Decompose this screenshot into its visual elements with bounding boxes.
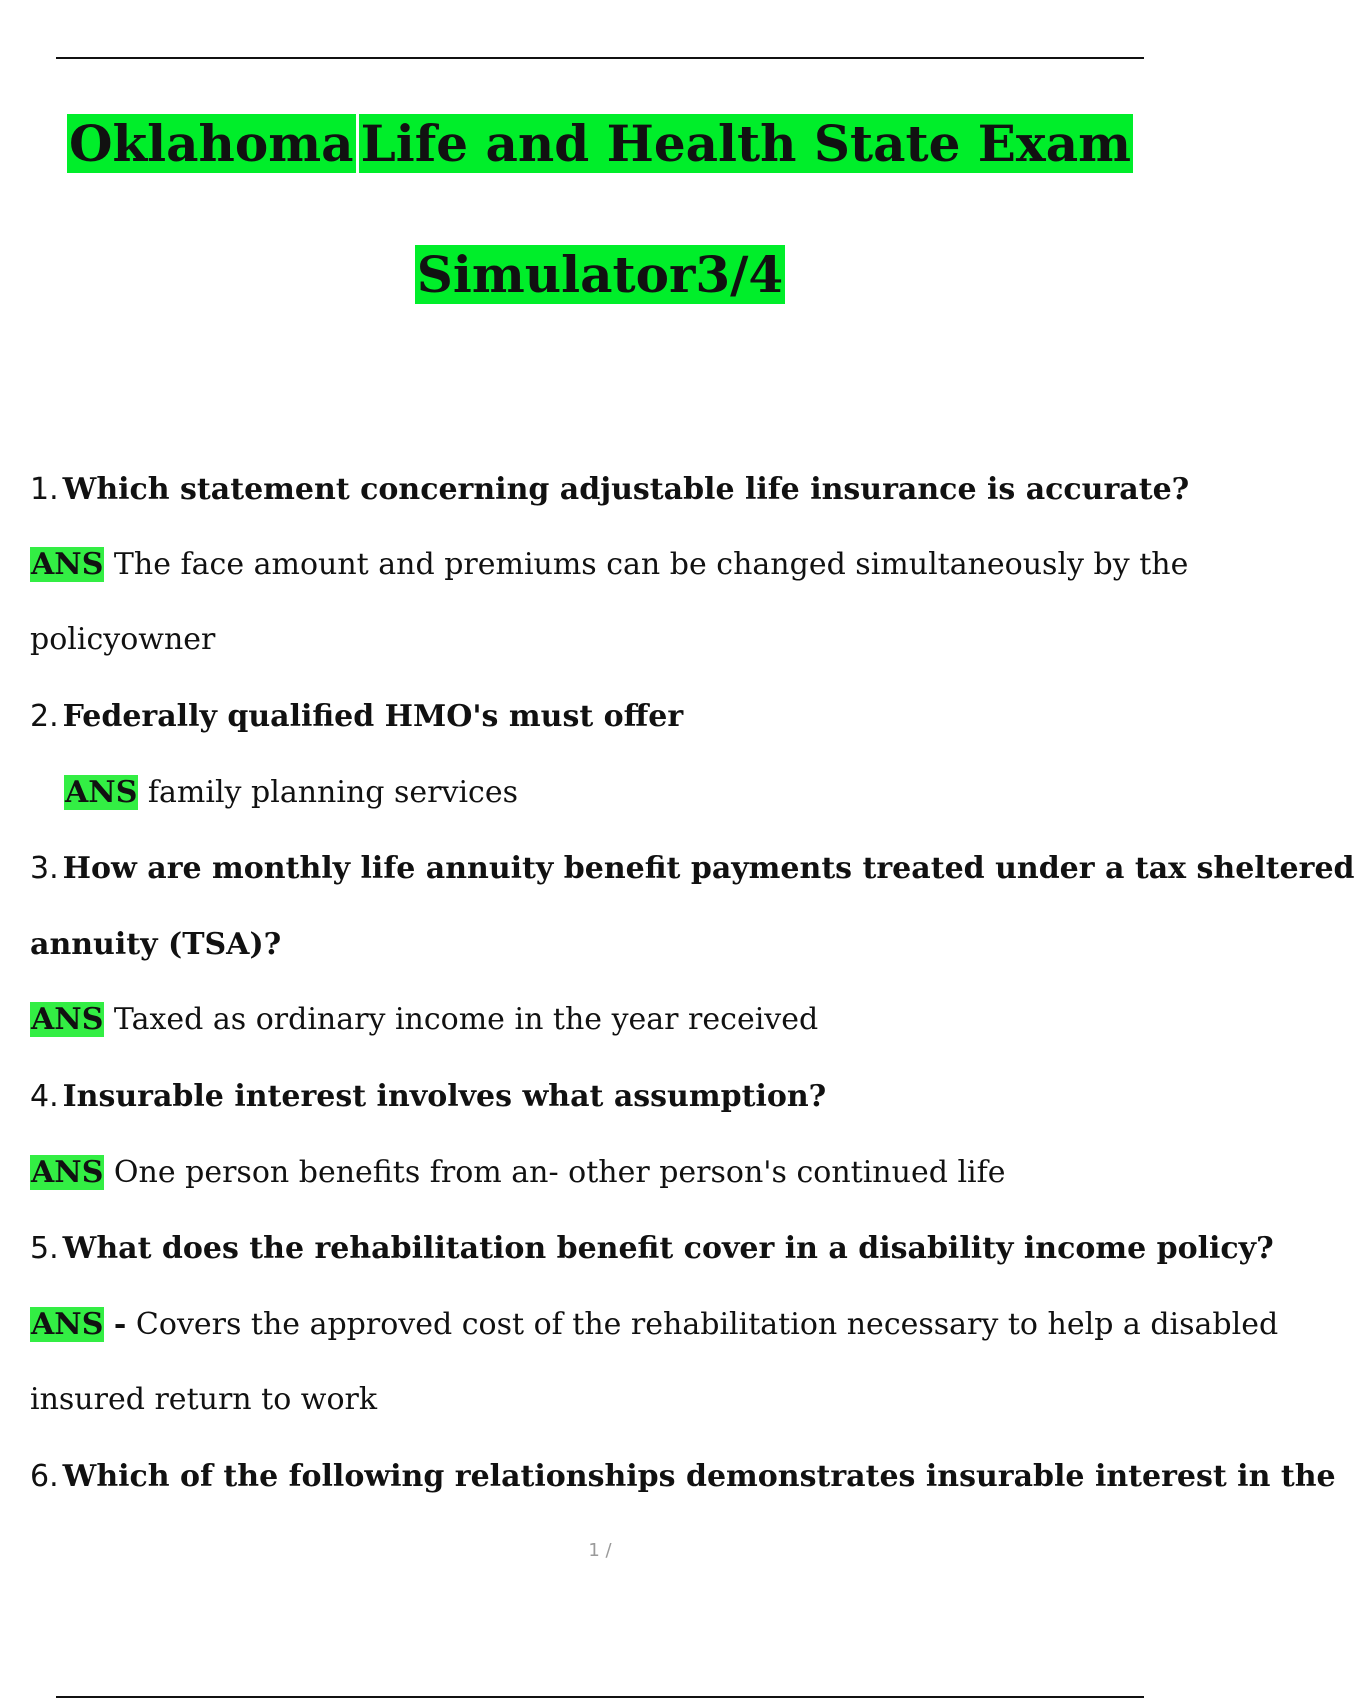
question-number: 6. (30, 1459, 59, 1494)
answer-text: The face amount and premiums can be changed simultaneously by the (113, 547, 1189, 582)
ans-label: ANS (31, 547, 104, 582)
question-text: What does the rehabilitation benefit cover in a disability income policy? (62, 1231, 1274, 1266)
answer-1 (30, 545, 1188, 585)
question-text: Insurable interest involves what assumption? (62, 1079, 827, 1114)
answer-text: One person benefits from an- other person's continued life (113, 1155, 1006, 1190)
question-number: 2. (30, 699, 59, 734)
question-text: Federally qualified HMO's must offer (62, 699, 684, 734)
answer-text: Taxed as ordinary income in the year received (113, 1002, 819, 1037)
question-3-continued (30, 925, 281, 965)
question-number: 4. (30, 1079, 59, 1114)
question-text: Which statement concerning adjustable life insurance is accurate? (62, 472, 1190, 507)
document-title-line-1 (0, 112, 1200, 176)
answer-text: Covers the approved cost of the rehabilitation necessary to help a disabled (135, 1307, 1279, 1342)
title-subtitle: Simulator3/4 (416, 245, 784, 304)
top-rule (56, 57, 1144, 59)
question-number: 5. (30, 1231, 59, 1266)
question-text: annuity (TSA)? (30, 927, 282, 962)
page-number: 1 / (588, 1540, 612, 1561)
document-title-line-2 (0, 243, 1200, 307)
question-3 (30, 849, 1355, 889)
answer-text: policyowner (30, 622, 216, 657)
question-2 (30, 697, 683, 737)
answer-5 (30, 1305, 1278, 1345)
question-6 (30, 1457, 1336, 1497)
answer-text: insured return to work (30, 1382, 378, 1417)
answer-4 (30, 1153, 1005, 1193)
question-text: How are monthly life annuity benefit payments treated under a tax sheltered (62, 851, 1355, 886)
answer-1-continued (30, 620, 215, 660)
question-text: Which of the following relationships demonstrates insurable interest in the (62, 1459, 1336, 1494)
answer-5-continued (30, 1380, 377, 1420)
question-number: 3. (30, 851, 59, 886)
title-text: Life and Health State Exam (360, 114, 1132, 173)
ans-label: ANS (65, 775, 138, 810)
question-1 (30, 470, 1189, 510)
answer-3 (30, 1000, 818, 1040)
answer-text: family planning services (147, 775, 518, 810)
ans-label: ANS (31, 1002, 104, 1037)
ans-label: ANS (31, 1307, 104, 1342)
answer-2 (64, 773, 518, 813)
bottom-rule (56, 1696, 1144, 1698)
question-4 (30, 1077, 826, 1117)
ans-label: ANS (31, 1155, 104, 1190)
title-word: Oklahoma (68, 114, 354, 173)
answer-dash: - (113, 1307, 127, 1342)
question-number: 1. (30, 472, 59, 507)
question-5 (30, 1229, 1274, 1269)
